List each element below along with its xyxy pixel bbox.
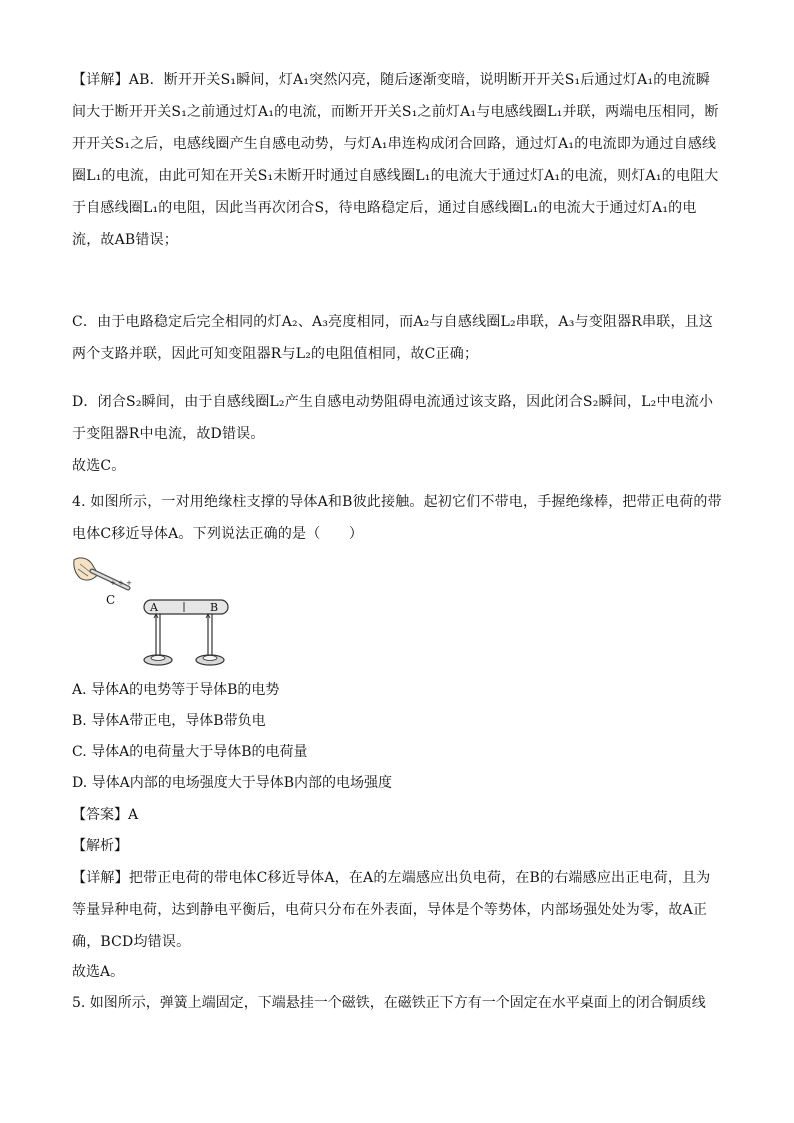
- conductor-bar: [144, 600, 228, 614]
- q4-option-d: D. 导体A内部的电场强度大于导体B内部的电场强度: [72, 775, 393, 791]
- q4-option-b: B. 导体A带正电，导体B带负电: [72, 713, 266, 729]
- label-b: B: [210, 601, 219, 614]
- q3-detail-c: C．由于电路稳定后完全相同的灯A₂、A₃亮度相同，而A₂与自感线圈L₂串联，A₃与变阻器R串联，且这两个支路并联，因此可知变阻器R与L₂的电阻值相同，故C正确；: [72, 314, 714, 362]
- q3-conclusion: 故选C。: [72, 458, 126, 474]
- q4-option-c: C. 导体A的电荷量大于导体B的电荷量: [72, 744, 308, 760]
- hand-icon: [74, 558, 98, 580]
- q4-stem: 4. 如图所示，一对用绝缘柱支撑的导体A和B彼此接触。起初它们不带电，手握绝缘棒，把带正电荷的带电体C移近导体A。下列说法正确的是（ ）: [72, 494, 722, 542]
- q4-figure-conductors: [70, 552, 240, 674]
- q3-detail-d: D．闭合S₂瞬间，由于自感线圈L₂产生自感电动势阻碍电流通过该支路，因此闭合S₂瞬间，L₂中电流小于变阻器R中电流，故D错误。: [72, 394, 714, 442]
- q4-answer: 【答案】A: [72, 807, 139, 823]
- insulating-stand-right: [196, 614, 224, 665]
- q4-option-a: A. 导体A的电势等于导体B的电势: [72, 682, 280, 698]
- q5-stem: 5. 如图所示，弹簧上端固定，下端悬挂一个磁铁，在磁铁正下方有一个固定在水平桌面上的闭合铜质线: [72, 995, 706, 1011]
- q4-detail: 【详解】把带正电荷的带电体C移近导体A，在A的左端感应出负电荷，在B的右端感应出正电荷，且为等量异种电荷，达到静电平衡后，电荷只分布在外表面，导体是个等势体，内部场强处处为零，故A正确，BCD均错误。: [72, 870, 711, 950]
- insulating-stand-left: [144, 614, 172, 665]
- q4-analysis-tag: 【解析】: [72, 838, 128, 854]
- q3-detail-ab: 【详解】AB．断开开关S₁瞬间，灯A₁突然闪亮，随后逐渐变暗，说明断开开关S₁后通过灯A₁的电流瞬间大于断开开关S₁之前通过灯A₁的电流，而断开开关S₁之前灯A₁与电感线圈L₁并联，两端电压相同，断开开关S₁之后，电感线圈产生自感电动势，与灯A₁串连构成闭合回路，通过灯A₁的电流即为通过自感线圈L₁的电流，由此可知在开关S₁未断开时通过自感线圈L₁的电流大于通过灯A₁的电流，则灯A₁的电阻大于自感线圈L₁的电阻，因此当再次闭合S，待电路稳定后，通过自感线圈L₁的电流大于通过灯A₁的电流，故AB错误；: [72, 72, 719, 248]
- charged-rod-icon: [92, 571, 132, 588]
- q4-conclusion: 故选A。: [72, 964, 125, 980]
- label-a: A: [150, 601, 158, 614]
- svg-text:+ + +: + + +: [110, 579, 133, 587]
- label-c: C: [106, 593, 116, 607]
